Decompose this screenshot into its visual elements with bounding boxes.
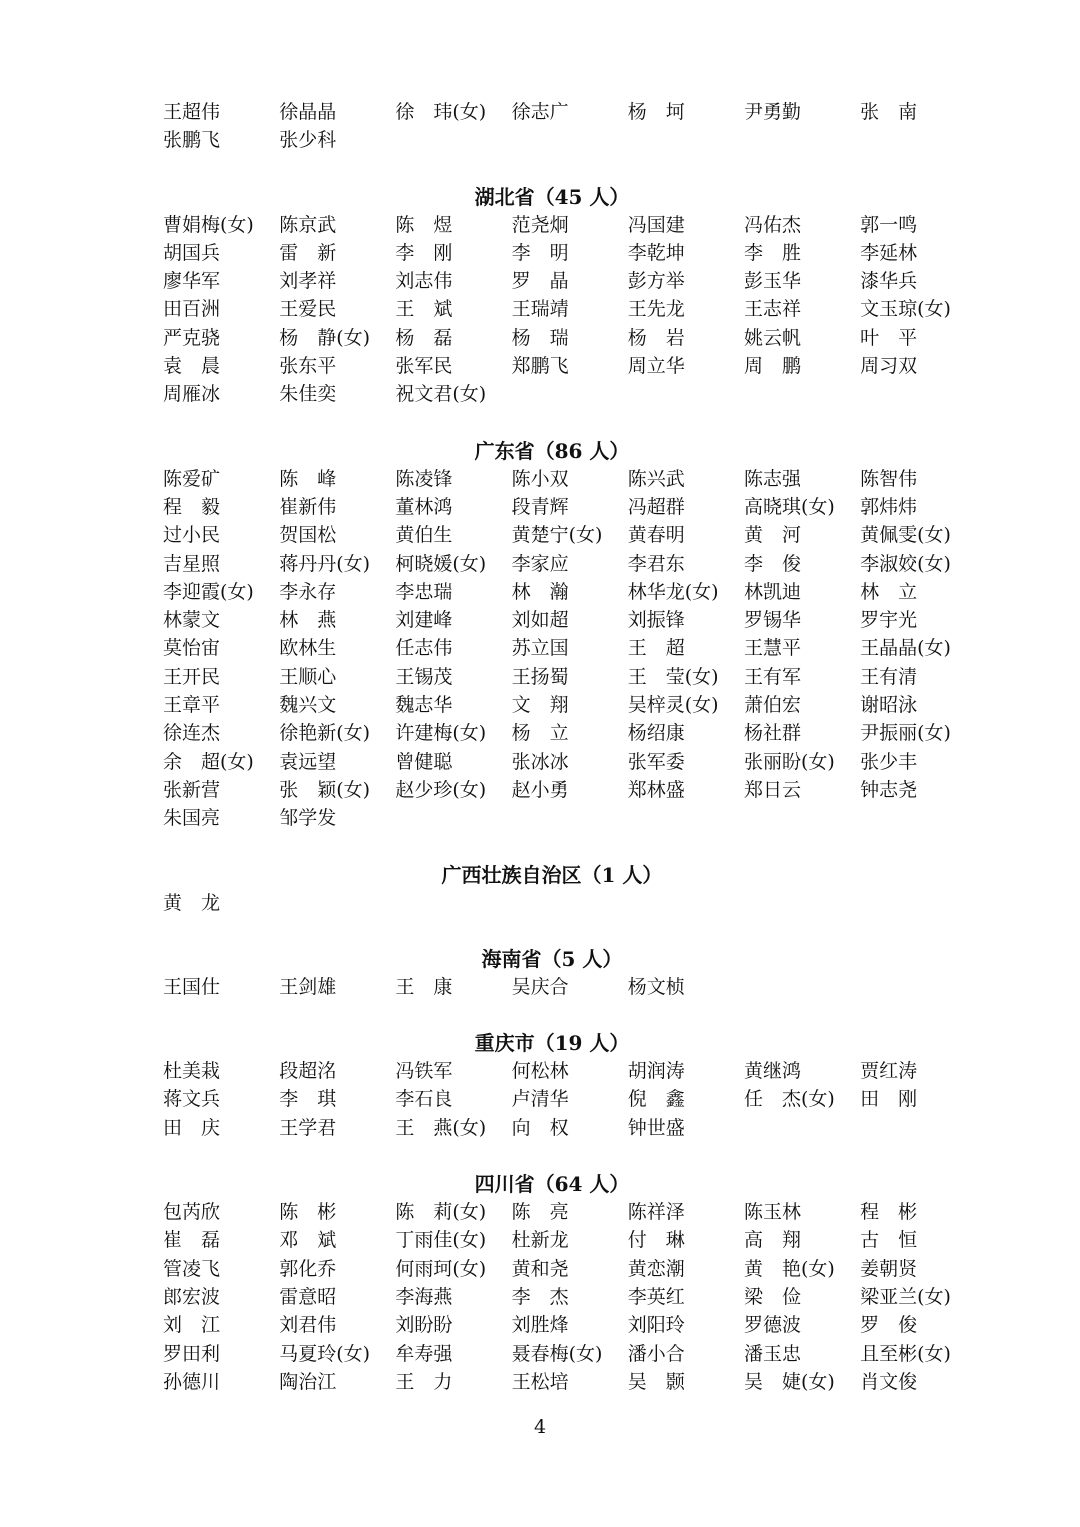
person-name: 冯佑杰	[743, 213, 801, 236]
person-name: 徐艳新(女)	[279, 722, 371, 745]
person-name: 李 俊	[743, 552, 801, 575]
person-name: 王顺心	[279, 665, 337, 688]
person-name: 徐晶晶	[279, 101, 337, 123]
person-name: 杜美栽	[163, 1060, 221, 1083]
person-name: 张军民	[395, 355, 453, 378]
person-name: 吉星照	[163, 552, 221, 575]
person-name: 林 立	[860, 580, 918, 603]
province-section	[163, 183, 975, 409]
person-name: 张军委	[627, 750, 685, 773]
person-name: 王有军	[743, 665, 801, 688]
person-name: 李石良	[395, 1088, 453, 1111]
person-name: 罗宇光	[860, 609, 918, 632]
person-name: 廖华军	[163, 270, 221, 293]
person-name: 陈京武	[279, 213, 337, 236]
person-name: 王学君	[279, 1116, 337, 1139]
person-name: 陈智伟	[860, 467, 918, 490]
person-name: 张新营	[163, 778, 221, 801]
person-name: 刘孝祥	[279, 270, 337, 293]
sections-container	[163, 183, 975, 1397]
person-name: 李海燕	[395, 1285, 453, 1308]
person-name: 王 燕(女)	[395, 1116, 487, 1139]
person-name: 赵小勇	[511, 778, 569, 801]
person-name: 梁亚兰(女)	[860, 1285, 951, 1308]
province-section	[163, 437, 975, 833]
person-name: 郑鹏飞	[511, 355, 569, 378]
person-name: 罗 俊	[860, 1314, 918, 1337]
person-name: 李延林	[860, 241, 918, 264]
person-name: 陈 莉(女)	[395, 1201, 487, 1224]
person-name: 冯超群	[627, 495, 685, 518]
person-name: 李家应	[511, 552, 569, 575]
person-name: 李 明	[511, 241, 569, 264]
person-name: 陈爱矿	[163, 467, 221, 490]
name-grid	[163, 889, 975, 917]
person-name: 杨社群	[743, 722, 801, 745]
person-name: 尹振丽(女)	[860, 722, 951, 745]
person-name: 周习双	[860, 355, 918, 378]
person-name: 刘阳玲	[627, 1314, 685, 1337]
person-name: 蒋丹丹(女)	[279, 552, 371, 575]
province-section	[163, 1029, 975, 1142]
person-name: 黄恋潮	[627, 1257, 685, 1280]
person-name: 黄 艳(女)	[743, 1257, 835, 1280]
person-name: 王 莹(女)	[627, 665, 719, 688]
person-name: 王松培	[511, 1370, 569, 1393]
name-grid	[163, 465, 975, 833]
person-name: 田 庆	[163, 1116, 221, 1139]
person-name: 倪 鑫	[627, 1088, 685, 1111]
person-name: 丁雨佳(女)	[395, 1229, 487, 1252]
person-name: 钟世盛	[627, 1116, 685, 1139]
province-section	[163, 945, 975, 1001]
person-name: 段超洺	[279, 1060, 337, 1083]
person-name: 黄 龙	[163, 891, 221, 914]
person-name: 陈祥泽	[627, 1201, 685, 1224]
person-name: 刘 江	[163, 1314, 221, 1337]
person-name: 王扬蜀	[511, 665, 569, 688]
person-name: 雷 新	[279, 241, 337, 264]
person-name: 祝文君(女)	[395, 383, 487, 406]
person-name: 任 杰(女)	[743, 1088, 835, 1111]
person-name: 许建梅(女)	[395, 722, 487, 745]
person-name: 杨 磊	[395, 326, 453, 349]
person-name: 姚云帆	[743, 326, 801, 349]
person-name: 王开民	[163, 665, 221, 688]
person-name: 胡润涛	[627, 1060, 685, 1083]
person-name: 李迎霞(女)	[163, 580, 254, 603]
name-grid	[163, 973, 975, 1001]
name-grid	[163, 211, 975, 409]
person-name: 崔新伟	[279, 495, 337, 518]
person-name: 梁 俭	[743, 1285, 801, 1308]
person-name: 崔 磊	[163, 1229, 221, 1252]
person-name: 王慧平	[743, 637, 801, 660]
person-name: 杨 岩	[627, 326, 685, 349]
person-name: 杨 静(女)	[279, 326, 371, 349]
person-name: 且至彬(女)	[860, 1342, 951, 1365]
person-name: 王先龙	[627, 298, 685, 321]
person-name: 李 刚	[395, 241, 453, 264]
person-name: 吴 婕(女)	[743, 1370, 835, 1393]
section-title: 广东省（86 人）	[474, 438, 630, 463]
person-name: 林华龙(女)	[627, 580, 719, 603]
person-name: 吴梓灵(女)	[627, 694, 719, 717]
person-name: 田百洲	[163, 298, 221, 321]
person-name: 任志伟	[395, 637, 453, 660]
person-name: 文玉琼(女)	[860, 298, 951, 321]
person-name: 李忠瑞	[395, 580, 453, 603]
person-name: 黄楚宁(女)	[511, 524, 603, 547]
person-name: 段青辉	[511, 495, 569, 518]
person-name: 王有清	[860, 665, 918, 688]
person-name: 张 颖(女)	[279, 778, 371, 801]
name-grid	[163, 1198, 975, 1396]
name-grid	[163, 1057, 975, 1142]
person-name: 杜新龙	[511, 1229, 569, 1252]
person-name: 陈凌锋	[395, 467, 453, 490]
person-name: 高 翔	[743, 1229, 801, 1252]
person-name: 徐连杰	[163, 722, 221, 745]
section-title: 重庆市（19 人）	[474, 1031, 630, 1056]
person-name: 尹勇勤	[743, 101, 801, 123]
person-name: 王瑞靖	[511, 298, 569, 321]
person-name: 王 力	[395, 1370, 453, 1393]
person-name: 贾红涛	[860, 1060, 918, 1083]
person-name: 王剑雄	[279, 975, 337, 998]
person-name: 杨文桢	[627, 975, 685, 998]
person-name: 周雁冰	[163, 383, 221, 406]
person-name: 李 胜	[743, 241, 801, 264]
person-name: 陈 煜	[395, 213, 453, 236]
person-name: 王爱民	[279, 298, 337, 321]
person-name: 何松林	[511, 1060, 569, 1083]
person-name: 过小民	[163, 524, 221, 547]
person-name: 陈 亮	[511, 1201, 569, 1224]
person-name: 黄和尧	[511, 1257, 569, 1280]
section-title: 广西壮族自治区（1 人）	[441, 862, 663, 887]
person-name: 刘如超	[511, 609, 569, 632]
person-name: 胡国兵	[163, 241, 221, 264]
person-name: 谢昭泳	[860, 694, 918, 717]
person-name: 田 刚	[860, 1088, 918, 1111]
name-list-document	[163, 98, 975, 1396]
person-name: 王国仕	[163, 975, 221, 998]
person-name: 冯铁军	[395, 1060, 453, 1083]
person-name: 雷意昭	[279, 1285, 337, 1308]
person-name: 罗 晶	[511, 270, 569, 293]
person-name: 张丽盼(女)	[743, 750, 835, 773]
person-name: 孙德川	[163, 1370, 221, 1393]
person-name: 黄 河	[743, 524, 801, 547]
person-name: 管凌飞	[163, 1257, 221, 1280]
person-name: 潘玉忠	[743, 1342, 801, 1365]
section-title: 湖北省（45 人）	[474, 184, 630, 209]
person-name: 彭方举	[627, 270, 685, 293]
person-name: 徐 玮(女)	[395, 101, 487, 123]
person-name: 贺国松	[279, 524, 337, 547]
person-name: 黄春明	[627, 524, 685, 547]
person-name: 袁远望	[279, 750, 337, 773]
person-name: 陈 峰	[279, 467, 337, 490]
person-name: 范尧炯	[511, 213, 569, 236]
person-name: 吴庆合	[511, 975, 569, 998]
person-name: 魏志华	[395, 694, 453, 717]
person-name: 郑林盛	[627, 778, 685, 801]
person-name: 董林鸿	[395, 495, 453, 518]
section-title: 海南省（5 人）	[481, 946, 623, 971]
person-name: 柯晓媛(女)	[395, 552, 487, 575]
person-name: 朱佳奕	[279, 383, 337, 406]
person-name: 余 超(女)	[163, 750, 254, 773]
person-name: 曹娟梅(女)	[163, 213, 254, 236]
person-name: 邓 斌	[279, 1229, 337, 1252]
person-name: 陈 彬	[279, 1201, 337, 1224]
person-name: 严克骁	[163, 326, 221, 349]
person-name: 程 毅	[163, 495, 221, 518]
person-name: 杨绍康	[627, 722, 685, 745]
person-name: 魏兴文	[279, 694, 337, 717]
person-name: 曾健聪	[395, 750, 453, 773]
person-name: 张 南	[860, 101, 918, 123]
person-name: 张东平	[279, 355, 337, 378]
person-name: 陈玉林	[743, 1201, 801, 1224]
person-name: 罗田利	[163, 1342, 221, 1365]
person-name: 刘胜烽	[511, 1314, 569, 1337]
person-name: 郑日云	[743, 778, 801, 801]
person-name: 文 翔	[511, 694, 569, 717]
person-name: 罗德波	[743, 1314, 801, 1337]
province-section	[163, 1170, 975, 1396]
person-name: 陈志强	[743, 467, 801, 490]
person-name: 钟志尧	[860, 778, 918, 801]
person-name: 莫怡宙	[163, 637, 221, 660]
person-name: 叶 平	[860, 326, 918, 349]
person-name: 刘志伟	[395, 270, 453, 293]
person-name: 李淑姣(女)	[860, 552, 951, 575]
person-name: 罗锡华	[743, 609, 801, 632]
person-name: 牟寿强	[395, 1342, 453, 1365]
person-name: 王锡茂	[395, 665, 453, 688]
person-name: 赵少珍(女)	[395, 778, 487, 801]
person-name: 郭一鸣	[860, 213, 918, 236]
person-name: 邹学发	[279, 807, 337, 830]
person-name: 李英红	[627, 1285, 685, 1308]
person-name: 陈兴武	[627, 467, 685, 490]
person-name: 王 超	[627, 637, 685, 660]
person-name: 张少科	[279, 129, 337, 152]
person-name: 何雨珂(女)	[395, 1257, 487, 1280]
person-name: 李 琪	[279, 1088, 337, 1111]
section-title: 四川省（64 人）	[474, 1172, 630, 1197]
person-name: 李乾坤	[627, 241, 685, 264]
person-name: 黄佩雯(女)	[860, 524, 951, 547]
person-name: 包芮欣	[163, 1201, 221, 1224]
person-name: 姜朝贤	[860, 1257, 918, 1280]
person-name: 付 琳	[627, 1229, 685, 1252]
person-name: 李 杰	[511, 1285, 569, 1308]
person-name: 刘盼盼	[395, 1314, 453, 1337]
person-name: 林凯迪	[743, 580, 801, 603]
person-name: 王 斌	[395, 298, 453, 321]
person-name: 黄继鸿	[743, 1060, 801, 1083]
person-name: 马夏玲(女)	[279, 1342, 371, 1365]
page-number: 4	[533, 1416, 547, 1438]
person-name: 王晶晶(女)	[860, 637, 951, 660]
person-name: 王 康	[395, 975, 453, 998]
person-name: 冯国建	[627, 213, 685, 236]
person-name: 吴 颢	[627, 1370, 685, 1393]
person-name: 彭玉华	[743, 270, 801, 293]
person-name: 朱国亮	[163, 807, 221, 830]
person-name: 刘君伟	[279, 1314, 337, 1337]
person-name: 苏立国	[511, 637, 569, 660]
person-name: 黄伯生	[395, 524, 453, 547]
person-name: 潘小合	[627, 1342, 685, 1365]
person-name: 郭化乔	[279, 1257, 337, 1280]
person-name: 陶治江	[279, 1370, 337, 1393]
person-name: 林蒙文	[163, 609, 221, 632]
person-name: 聂春梅(女)	[511, 1342, 603, 1365]
person-name: 蒋文兵	[163, 1088, 221, 1111]
person-name: 刘建峰	[395, 609, 453, 632]
person-name: 刘振锋	[627, 609, 685, 632]
person-name: 林 瀚	[511, 580, 569, 603]
person-name: 向 权	[511, 1116, 569, 1139]
person-name: 李君东	[627, 552, 685, 575]
person-name: 林 燕	[279, 609, 337, 632]
person-name: 郭炜炜	[860, 495, 918, 518]
person-name: 肖文俊	[860, 1370, 918, 1393]
person-name: 杨 瑞	[511, 326, 569, 349]
person-name: 周 鹏	[743, 355, 801, 378]
province-section	[163, 861, 975, 917]
person-name: 周立华	[627, 355, 685, 378]
person-name: 高晓琪(女)	[743, 495, 835, 518]
person-name: 王章平	[163, 694, 221, 717]
person-name: 卢清华	[511, 1088, 569, 1111]
person-name: 欧林生	[279, 637, 337, 660]
person-name: 张冰冰	[511, 750, 569, 773]
person-name: 王志祥	[743, 298, 801, 321]
person-name: 杨 坷	[627, 101, 685, 123]
person-name: 漆华兵	[860, 270, 918, 293]
person-name: 萧伯宏	[743, 694, 801, 717]
person-name: 王超伟	[163, 101, 221, 123]
person-name: 陈小双	[511, 467, 569, 490]
person-name: 张少丰	[860, 750, 918, 773]
person-name: 古 恒	[860, 1229, 918, 1252]
person-name: 程 彬	[860, 1201, 918, 1224]
person-name: 袁 晨	[163, 355, 221, 378]
person-name: 郎宏波	[163, 1285, 221, 1308]
person-name: 徐志广	[511, 101, 569, 123]
person-name: 张鹏飞	[163, 129, 221, 152]
person-name: 杨 立	[511, 722, 569, 745]
person-name: 李永存	[279, 580, 337, 603]
leading-name-grid	[163, 98, 975, 155]
